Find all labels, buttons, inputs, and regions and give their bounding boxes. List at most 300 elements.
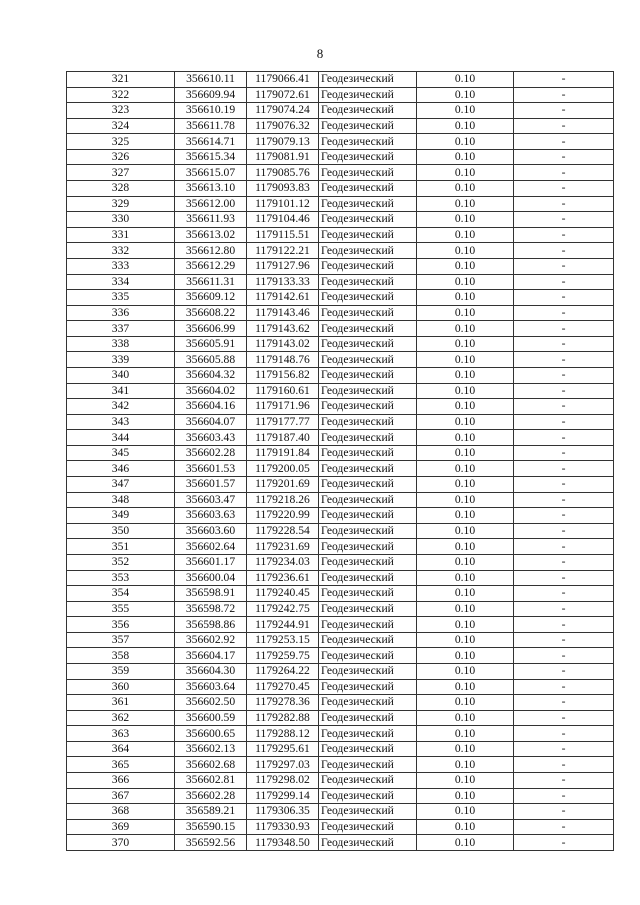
x-coordinate-cell: 356592.56 xyxy=(175,835,247,851)
method-cell: Геодезический xyxy=(319,383,417,399)
accuracy-cell: 0.10 xyxy=(417,648,514,664)
y-coordinate-cell: 1179348.50 xyxy=(247,835,319,851)
accuracy-cell: 0.10 xyxy=(417,788,514,804)
y-coordinate-cell: 1179093.83 xyxy=(247,181,319,197)
description-cell: - xyxy=(514,212,614,228)
description-cell: - xyxy=(514,118,614,134)
method-cell: Геодезический xyxy=(319,430,417,446)
method-cell: Геодезический xyxy=(319,336,417,352)
accuracy-cell: 0.10 xyxy=(417,134,514,150)
table-row xyxy=(67,258,614,274)
point-number-cell: 345 xyxy=(67,445,175,461)
point-number-cell: 342 xyxy=(67,399,175,415)
table-row xyxy=(67,399,614,415)
method-cell: Геодезический xyxy=(319,477,417,493)
x-coordinate-cell: 356605.88 xyxy=(175,352,247,368)
point-number-cell: 366 xyxy=(67,773,175,789)
table-row xyxy=(67,72,614,88)
y-coordinate-cell: 1179236.61 xyxy=(247,570,319,586)
x-coordinate-cell: 356601.53 xyxy=(175,461,247,477)
method-cell: Геодезический xyxy=(319,788,417,804)
table-row xyxy=(67,196,614,212)
x-coordinate-cell: 356606.99 xyxy=(175,321,247,337)
method-cell: Геодезический xyxy=(319,367,417,383)
table-row xyxy=(67,430,614,446)
point-number-cell: 368 xyxy=(67,804,175,820)
method-cell: Геодезический xyxy=(319,492,417,508)
point-number-cell: 365 xyxy=(67,757,175,773)
description-cell: - xyxy=(514,710,614,726)
method-cell: Геодезический xyxy=(319,274,417,290)
description-cell: - xyxy=(514,741,614,757)
table-row xyxy=(67,165,614,181)
accuracy-cell: 0.10 xyxy=(417,663,514,679)
x-coordinate-cell: 356610.19 xyxy=(175,103,247,119)
description-cell: - xyxy=(514,523,614,539)
table-row xyxy=(67,617,614,633)
description-cell: - xyxy=(514,663,614,679)
x-coordinate-cell: 356602.68 xyxy=(175,757,247,773)
description-cell: - xyxy=(514,788,614,804)
accuracy-cell: 0.10 xyxy=(417,305,514,321)
point-number-cell: 360 xyxy=(67,679,175,695)
table-row xyxy=(67,663,614,679)
x-coordinate-cell: 356604.07 xyxy=(175,414,247,430)
table-row xyxy=(67,274,614,290)
accuracy-cell: 0.10 xyxy=(417,383,514,399)
point-number-cell: 323 xyxy=(67,103,175,119)
accuracy-cell: 0.10 xyxy=(417,149,514,165)
y-coordinate-cell: 1179085.76 xyxy=(247,165,319,181)
table-row xyxy=(67,227,614,243)
y-coordinate-cell: 1179240.45 xyxy=(247,586,319,602)
point-number-cell: 369 xyxy=(67,819,175,835)
method-cell: Геодезический xyxy=(319,118,417,134)
description-cell: - xyxy=(514,134,614,150)
description-cell: - xyxy=(514,679,614,695)
accuracy-cell: 0.10 xyxy=(417,430,514,446)
table-row xyxy=(67,554,614,570)
x-coordinate-cell: 356602.81 xyxy=(175,773,247,789)
point-number-cell: 325 xyxy=(67,134,175,150)
method-cell: Геодезический xyxy=(319,445,417,461)
x-coordinate-cell: 356603.47 xyxy=(175,492,247,508)
point-number-cell: 358 xyxy=(67,648,175,664)
y-coordinate-cell: 1179079.13 xyxy=(247,134,319,150)
point-number-cell: 367 xyxy=(67,788,175,804)
point-number-cell: 331 xyxy=(67,227,175,243)
accuracy-cell: 0.10 xyxy=(417,212,514,228)
accuracy-cell: 0.10 xyxy=(417,601,514,617)
method-cell: Геодезический xyxy=(319,539,417,555)
point-number-cell: 322 xyxy=(67,87,175,103)
description-cell: - xyxy=(514,632,614,648)
table-row xyxy=(67,679,614,695)
point-number-cell: 355 xyxy=(67,601,175,617)
description-cell: - xyxy=(514,835,614,851)
accuracy-cell: 0.10 xyxy=(417,336,514,352)
description-cell: - xyxy=(514,726,614,742)
x-coordinate-cell: 356602.50 xyxy=(175,695,247,711)
y-coordinate-cell: 1179171.96 xyxy=(247,399,319,415)
x-coordinate-cell: 356598.91 xyxy=(175,586,247,602)
y-coordinate-cell: 1179330.93 xyxy=(247,819,319,835)
description-cell: - xyxy=(514,227,614,243)
accuracy-cell: 0.10 xyxy=(417,679,514,695)
method-cell: Геодезический xyxy=(319,586,417,602)
y-coordinate-cell: 1179156.82 xyxy=(247,367,319,383)
accuracy-cell: 0.10 xyxy=(417,445,514,461)
x-coordinate-cell: 356602.13 xyxy=(175,741,247,757)
method-cell: Геодезический xyxy=(319,632,417,648)
accuracy-cell: 0.10 xyxy=(417,414,514,430)
point-number-cell: 363 xyxy=(67,726,175,742)
x-coordinate-cell: 356603.64 xyxy=(175,679,247,695)
x-coordinate-cell: 356615.07 xyxy=(175,165,247,181)
point-number-cell: 326 xyxy=(67,149,175,165)
point-number-cell: 354 xyxy=(67,586,175,602)
description-cell: - xyxy=(514,570,614,586)
method-cell: Геодезический xyxy=(319,461,417,477)
description-cell: - xyxy=(514,539,614,555)
table-row xyxy=(67,477,614,493)
accuracy-cell: 0.10 xyxy=(417,227,514,243)
table-row xyxy=(67,492,614,508)
x-coordinate-cell: 356612.29 xyxy=(175,258,247,274)
method-cell: Геодезический xyxy=(319,212,417,228)
x-coordinate-cell: 356590.15 xyxy=(175,819,247,835)
accuracy-cell: 0.10 xyxy=(417,321,514,337)
x-coordinate-cell: 356598.86 xyxy=(175,617,247,633)
y-coordinate-cell: 1179282.88 xyxy=(247,710,319,726)
method-cell: Геодезический xyxy=(319,227,417,243)
x-coordinate-cell: 356598.72 xyxy=(175,601,247,617)
x-coordinate-cell: 356600.65 xyxy=(175,726,247,742)
point-number-cell: 341 xyxy=(67,383,175,399)
x-coordinate-cell: 356609.94 xyxy=(175,87,247,103)
table-row xyxy=(67,383,614,399)
method-cell: Геодезический xyxy=(319,601,417,617)
point-number-cell: 321 xyxy=(67,72,175,88)
x-coordinate-cell: 356602.92 xyxy=(175,632,247,648)
accuracy-cell: 0.10 xyxy=(417,258,514,274)
method-cell: Геодезический xyxy=(319,663,417,679)
point-number-cell: 352 xyxy=(67,554,175,570)
table-row xyxy=(67,461,614,477)
accuracy-cell: 0.10 xyxy=(417,87,514,103)
y-coordinate-cell: 1179264.22 xyxy=(247,663,319,679)
x-coordinate-cell: 356602.64 xyxy=(175,539,247,555)
y-coordinate-cell: 1179074.24 xyxy=(247,103,319,119)
method-cell: Геодезический xyxy=(319,290,417,306)
description-cell: - xyxy=(514,648,614,664)
description-cell: - xyxy=(514,601,614,617)
description-cell: - xyxy=(514,430,614,446)
table-row xyxy=(67,290,614,306)
accuracy-cell: 0.10 xyxy=(417,103,514,119)
accuracy-cell: 0.10 xyxy=(417,632,514,648)
accuracy-cell: 0.10 xyxy=(417,290,514,306)
y-coordinate-cell: 1179101.12 xyxy=(247,196,319,212)
accuracy-cell: 0.10 xyxy=(417,181,514,197)
point-number-cell: 336 xyxy=(67,305,175,321)
method-cell: Геодезический xyxy=(319,165,417,181)
point-number-cell: 340 xyxy=(67,367,175,383)
accuracy-cell: 0.10 xyxy=(417,710,514,726)
accuracy-cell: 0.10 xyxy=(417,399,514,415)
table-row xyxy=(67,305,614,321)
table-row xyxy=(67,788,614,804)
method-cell: Геодезический xyxy=(319,508,417,524)
description-cell: - xyxy=(514,367,614,383)
y-coordinate-cell: 1179133.33 xyxy=(247,274,319,290)
x-coordinate-cell: 356589.21 xyxy=(175,804,247,820)
y-coordinate-cell: 1179201.69 xyxy=(247,477,319,493)
description-cell: - xyxy=(514,804,614,820)
table-row xyxy=(67,352,614,368)
point-number-cell: 335 xyxy=(67,290,175,306)
description-cell: - xyxy=(514,445,614,461)
point-number-cell: 351 xyxy=(67,539,175,555)
accuracy-cell: 0.10 xyxy=(417,835,514,851)
y-coordinate-cell: 1179066.41 xyxy=(247,72,319,88)
point-number-cell: 370 xyxy=(67,835,175,851)
coordinates-table-body xyxy=(67,72,614,851)
method-cell: Геодезический xyxy=(319,773,417,789)
y-coordinate-cell: 1179253.15 xyxy=(247,632,319,648)
accuracy-cell: 0.10 xyxy=(417,367,514,383)
method-cell: Геодезический xyxy=(319,523,417,539)
table-row xyxy=(67,181,614,197)
accuracy-cell: 0.10 xyxy=(417,617,514,633)
y-coordinate-cell: 1179148.76 xyxy=(247,352,319,368)
point-number-cell: 353 xyxy=(67,570,175,586)
method-cell: Геодезический xyxy=(319,679,417,695)
point-number-cell: 349 xyxy=(67,508,175,524)
coordinates-table xyxy=(66,71,614,851)
x-coordinate-cell: 356600.04 xyxy=(175,570,247,586)
y-coordinate-cell: 1179231.69 xyxy=(247,539,319,555)
x-coordinate-cell: 356602.28 xyxy=(175,788,247,804)
y-coordinate-cell: 1179142.61 xyxy=(247,290,319,306)
y-coordinate-cell: 1179259.75 xyxy=(247,648,319,664)
x-coordinate-cell: 356604.02 xyxy=(175,383,247,399)
method-cell: Геодезический xyxy=(319,87,417,103)
method-cell: Геодезический xyxy=(319,570,417,586)
description-cell: - xyxy=(514,414,614,430)
accuracy-cell: 0.10 xyxy=(417,196,514,212)
accuracy-cell: 0.10 xyxy=(417,492,514,508)
x-coordinate-cell: 356604.32 xyxy=(175,367,247,383)
method-cell: Геодезический xyxy=(319,554,417,570)
point-number-cell: 333 xyxy=(67,258,175,274)
point-number-cell: 327 xyxy=(67,165,175,181)
table-row xyxy=(67,586,614,602)
table-row xyxy=(67,523,614,539)
table-row xyxy=(67,726,614,742)
y-coordinate-cell: 1179191.84 xyxy=(247,445,319,461)
description-cell: - xyxy=(514,461,614,477)
accuracy-cell: 0.10 xyxy=(417,352,514,368)
point-number-cell: 346 xyxy=(67,461,175,477)
accuracy-cell: 0.10 xyxy=(417,804,514,820)
y-coordinate-cell: 1179295.61 xyxy=(247,741,319,757)
point-number-cell: 329 xyxy=(67,196,175,212)
y-coordinate-cell: 1179298.02 xyxy=(247,773,319,789)
description-cell: - xyxy=(514,554,614,570)
y-coordinate-cell: 1179115.51 xyxy=(247,227,319,243)
y-coordinate-cell: 1179270.45 xyxy=(247,679,319,695)
y-coordinate-cell: 1179127.96 xyxy=(247,258,319,274)
y-coordinate-cell: 1179072.61 xyxy=(247,87,319,103)
y-coordinate-cell: 1179234.03 xyxy=(247,554,319,570)
x-coordinate-cell: 356612.00 xyxy=(175,196,247,212)
description-cell: - xyxy=(514,477,614,493)
y-coordinate-cell: 1179278.36 xyxy=(247,695,319,711)
description-cell: - xyxy=(514,617,614,633)
point-number-cell: 356 xyxy=(67,617,175,633)
table-row xyxy=(67,648,614,664)
y-coordinate-cell: 1179122.21 xyxy=(247,243,319,259)
description-cell: - xyxy=(514,149,614,165)
x-coordinate-cell: 356602.28 xyxy=(175,445,247,461)
x-coordinate-cell: 356611.78 xyxy=(175,118,247,134)
method-cell: Геодезический xyxy=(319,305,417,321)
description-cell: - xyxy=(514,274,614,290)
accuracy-cell: 0.10 xyxy=(417,243,514,259)
accuracy-cell: 0.10 xyxy=(417,477,514,493)
method-cell: Геодезический xyxy=(319,258,417,274)
y-coordinate-cell: 1179297.03 xyxy=(247,757,319,773)
table-row xyxy=(67,212,614,228)
x-coordinate-cell: 356604.16 xyxy=(175,399,247,415)
description-cell: - xyxy=(514,819,614,835)
y-coordinate-cell: 1179218.26 xyxy=(247,492,319,508)
point-number-cell: 364 xyxy=(67,741,175,757)
x-coordinate-cell: 356611.31 xyxy=(175,274,247,290)
table-row xyxy=(67,632,614,648)
accuracy-cell: 0.10 xyxy=(417,523,514,539)
table-row xyxy=(67,570,614,586)
accuracy-cell: 0.10 xyxy=(417,118,514,134)
x-coordinate-cell: 356603.63 xyxy=(175,508,247,524)
description-cell: - xyxy=(514,336,614,352)
table-row xyxy=(67,539,614,555)
method-cell: Геодезический xyxy=(319,804,417,820)
table-row xyxy=(67,508,614,524)
y-coordinate-cell: 1179187.40 xyxy=(247,430,319,446)
table-row xyxy=(67,804,614,820)
x-coordinate-cell: 356613.10 xyxy=(175,181,247,197)
x-coordinate-cell: 356611.93 xyxy=(175,212,247,228)
y-coordinate-cell: 1179160.61 xyxy=(247,383,319,399)
table-row xyxy=(67,695,614,711)
page-number: 8 xyxy=(316,46,324,61)
method-cell: Геодезический xyxy=(319,835,417,851)
description-cell: - xyxy=(514,321,614,337)
method-cell: Геодезический xyxy=(319,321,417,337)
y-coordinate-cell: 1179242.75 xyxy=(247,601,319,617)
y-coordinate-cell: 1179244.91 xyxy=(247,617,319,633)
x-coordinate-cell: 356604.30 xyxy=(175,663,247,679)
table-row xyxy=(67,819,614,835)
point-number-cell: 348 xyxy=(67,492,175,508)
x-coordinate-cell: 356601.17 xyxy=(175,554,247,570)
x-coordinate-cell: 356600.59 xyxy=(175,710,247,726)
y-coordinate-cell: 1179076.32 xyxy=(247,118,319,134)
table-row xyxy=(67,87,614,103)
x-coordinate-cell: 356609.12 xyxy=(175,290,247,306)
accuracy-cell: 0.10 xyxy=(417,773,514,789)
table-row xyxy=(67,445,614,461)
x-coordinate-cell: 356615.34 xyxy=(175,149,247,165)
description-cell: - xyxy=(514,181,614,197)
y-coordinate-cell: 1179177.77 xyxy=(247,414,319,430)
x-coordinate-cell: 356603.43 xyxy=(175,430,247,446)
y-coordinate-cell: 1179228.54 xyxy=(247,523,319,539)
point-number-cell: 343 xyxy=(67,414,175,430)
y-coordinate-cell: 1179200.05 xyxy=(247,461,319,477)
accuracy-cell: 0.10 xyxy=(417,461,514,477)
method-cell: Геодезический xyxy=(319,243,417,259)
x-coordinate-cell: 356604.17 xyxy=(175,648,247,664)
method-cell: Геодезический xyxy=(319,149,417,165)
y-coordinate-cell: 1179081.91 xyxy=(247,149,319,165)
accuracy-cell: 0.10 xyxy=(417,726,514,742)
accuracy-cell: 0.10 xyxy=(417,274,514,290)
method-cell: Геодезический xyxy=(319,134,417,150)
point-number-cell: 324 xyxy=(67,118,175,134)
description-cell: - xyxy=(514,305,614,321)
method-cell: Геодезический xyxy=(319,399,417,415)
point-number-cell: 332 xyxy=(67,243,175,259)
accuracy-cell: 0.10 xyxy=(417,819,514,835)
accuracy-cell: 0.10 xyxy=(417,508,514,524)
point-number-cell: 339 xyxy=(67,352,175,368)
point-number-cell: 362 xyxy=(67,710,175,726)
table-row xyxy=(67,134,614,150)
accuracy-cell: 0.10 xyxy=(417,757,514,773)
method-cell: Геодезический xyxy=(319,196,417,212)
y-coordinate-cell: 1179299.14 xyxy=(247,788,319,804)
method-cell: Геодезический xyxy=(319,726,417,742)
accuracy-cell: 0.10 xyxy=(417,554,514,570)
table-row xyxy=(67,103,614,119)
accuracy-cell: 0.10 xyxy=(417,586,514,602)
point-number-cell: 334 xyxy=(67,274,175,290)
description-cell: - xyxy=(514,87,614,103)
point-number-cell: 347 xyxy=(67,477,175,493)
description-cell: - xyxy=(514,757,614,773)
x-coordinate-cell: 356605.91 xyxy=(175,336,247,352)
table-row xyxy=(67,118,614,134)
table-row xyxy=(67,321,614,337)
point-number-cell: 361 xyxy=(67,695,175,711)
description-cell: - xyxy=(514,290,614,306)
description-cell: - xyxy=(514,399,614,415)
description-cell: - xyxy=(514,258,614,274)
x-coordinate-cell: 356613.02 xyxy=(175,227,247,243)
description-cell: - xyxy=(514,103,614,119)
point-number-cell: 328 xyxy=(67,181,175,197)
description-cell: - xyxy=(514,352,614,368)
method-cell: Геодезический xyxy=(319,103,417,119)
table-row xyxy=(67,835,614,851)
x-coordinate-cell: 356608.22 xyxy=(175,305,247,321)
method-cell: Геодезический xyxy=(319,181,417,197)
point-number-cell: 359 xyxy=(67,663,175,679)
x-coordinate-cell: 356610.11 xyxy=(175,72,247,88)
